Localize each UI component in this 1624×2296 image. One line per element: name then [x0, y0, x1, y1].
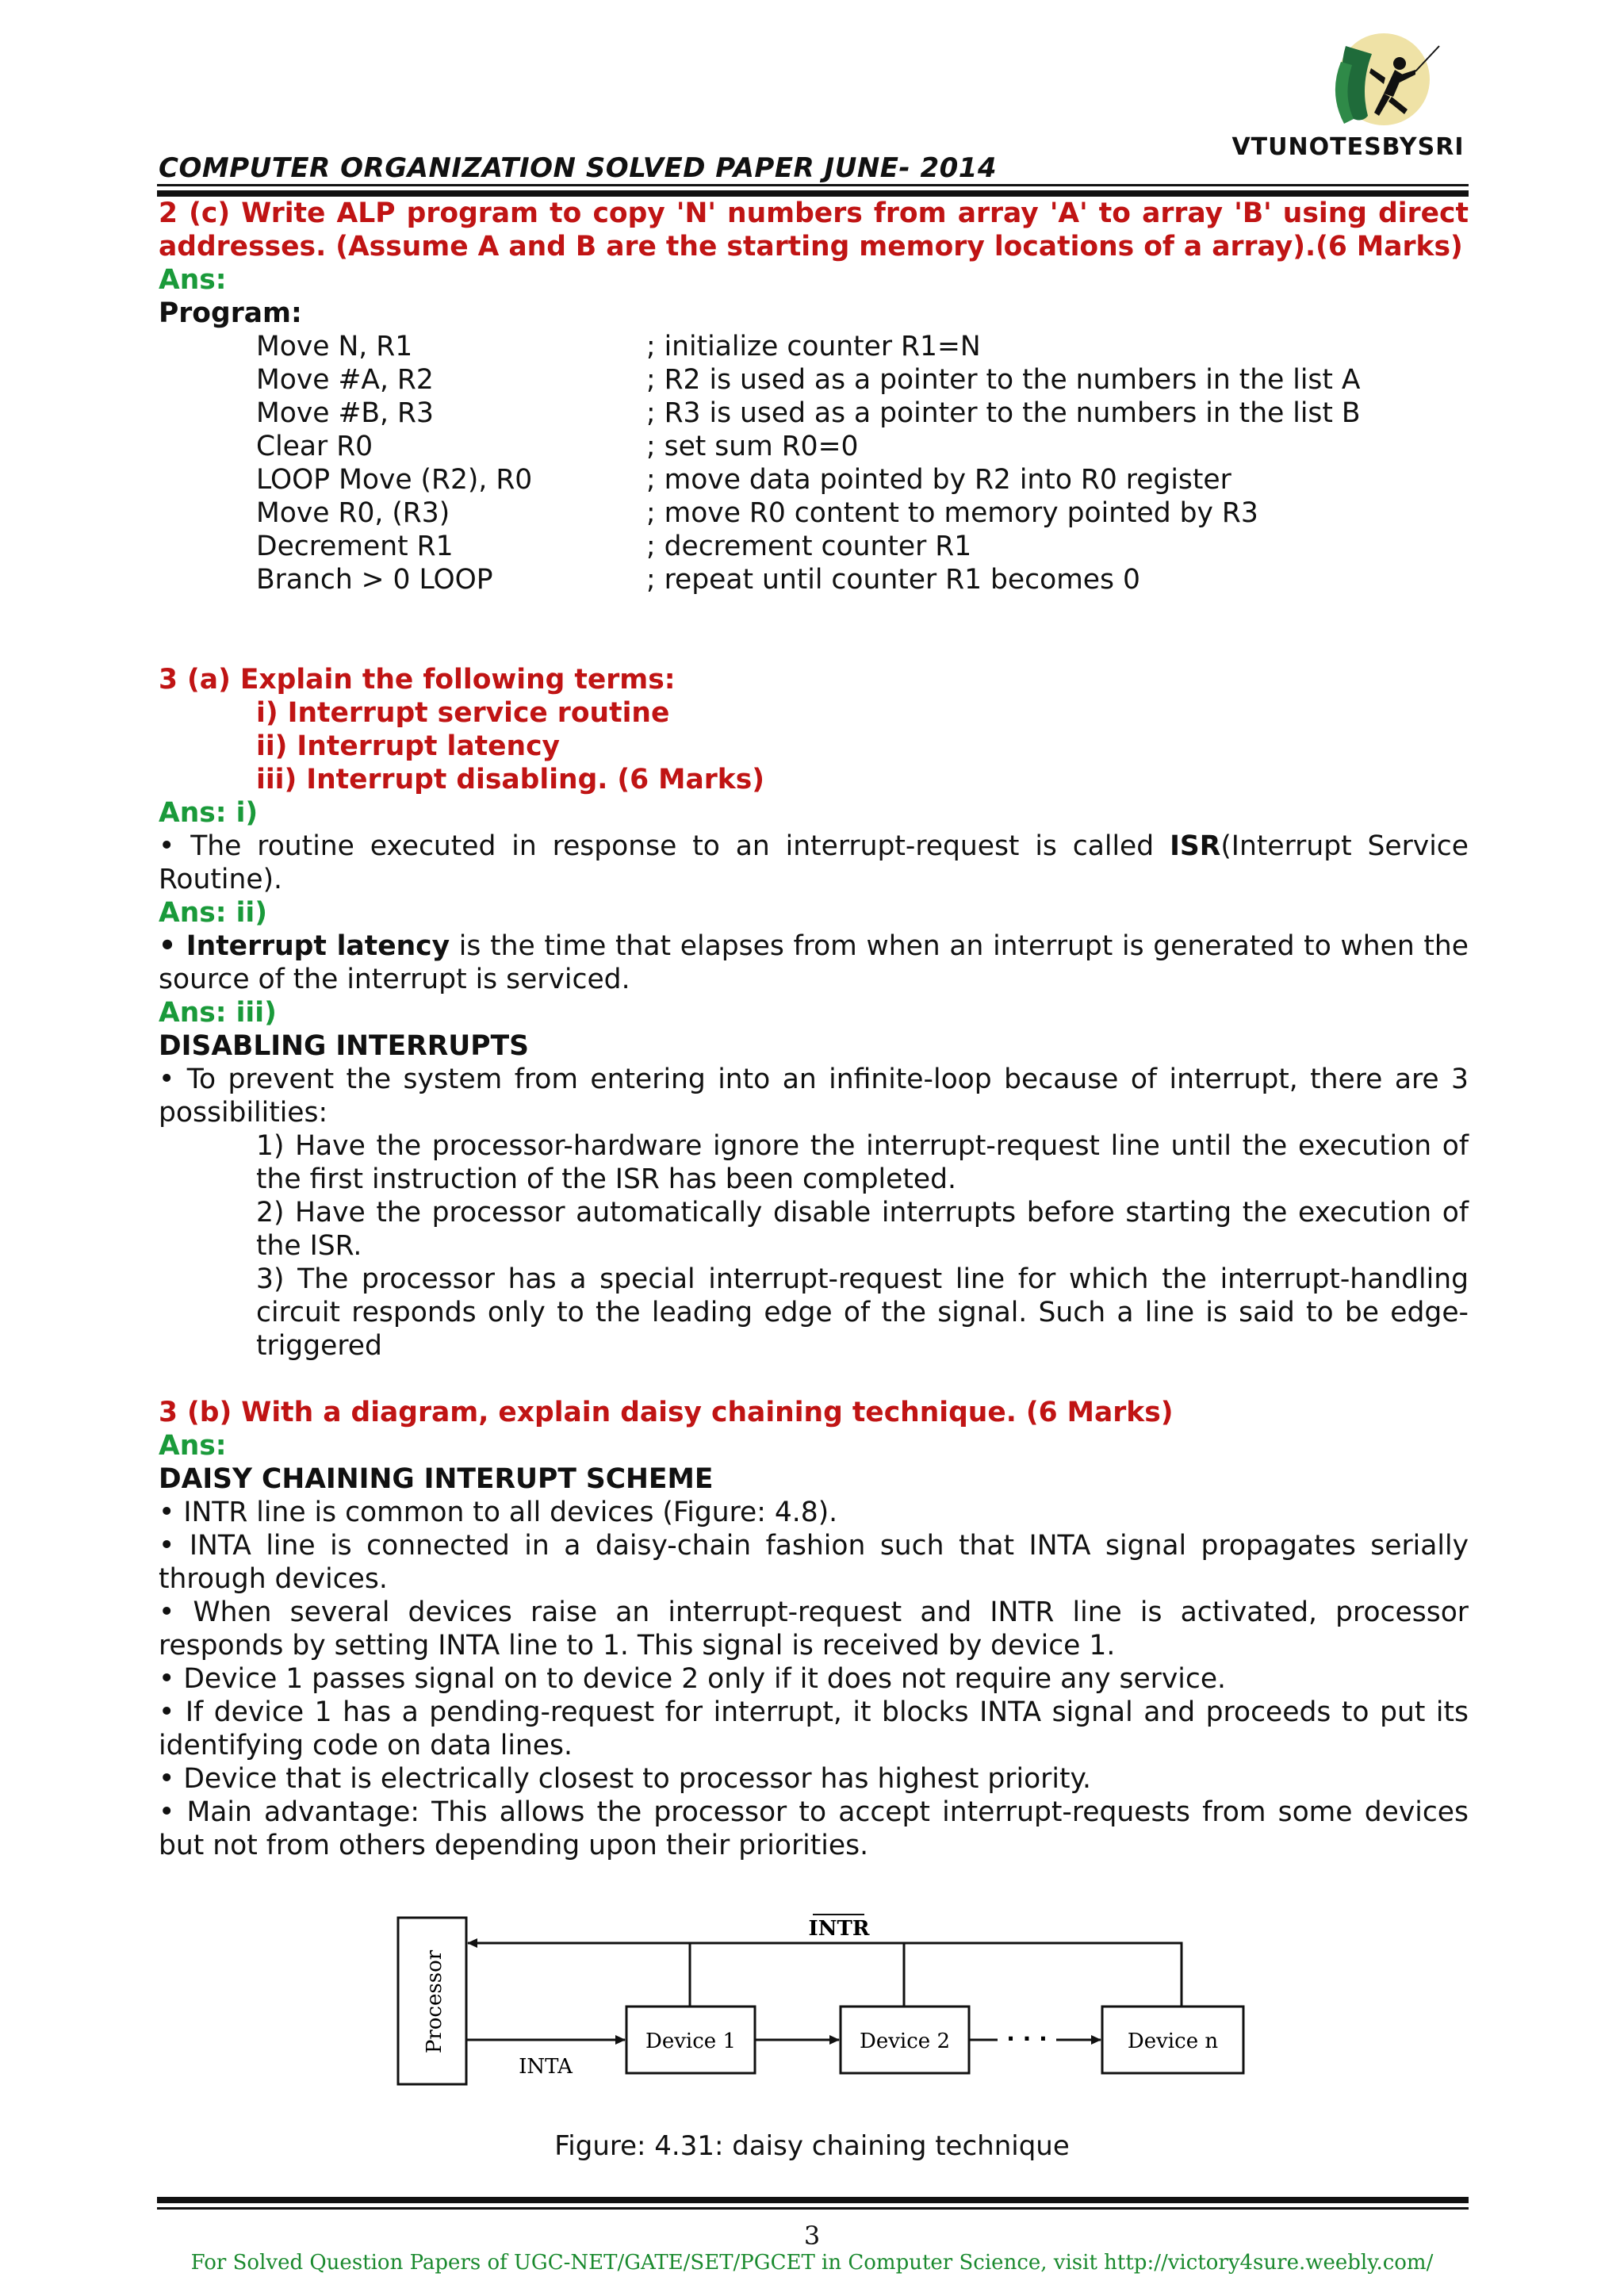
- code-line: [159, 363, 1469, 397]
- code-comment: ; R3 is used as a pointer to the numbers in the list B: [646, 397, 1361, 429]
- code-line: [159, 397, 1469, 430]
- code-instruction: Branch > 0 LOOP: [256, 564, 493, 596]
- disabling-point: 1) Have the processor-hardware ignore the interrupt-request line until the execution of the first instruction of the ISR has been completed.: [256, 1130, 1469, 1195]
- header-rule-thick: [157, 190, 1469, 197]
- code-comment: ; move R0 content to memory pointed by R3: [646, 497, 1258, 529]
- code-instruction: Move N, R1: [256, 331, 413, 362]
- code-comment: ; set sum R0=0: [646, 431, 859, 462]
- program-label: Program:: [159, 297, 302, 329]
- footer-text: For Solved Question Papers of UGC-NET/GATE/SET/PGCET in Computer Science, visit http://victory4sure.weebly.com/: [190, 2251, 1434, 2275]
- code-listing: [159, 330, 1469, 596]
- figure-caption: Figure: 4.31: daisy chaining technique: [554, 2130, 1070, 2162]
- disabling-point: 3) The processor has a special interrupt-request line for which the interrupt-handling circuit responds only to the leading edge of the signal. Such a line is said to be edge-triggered: [256, 1263, 1469, 1362]
- disabling-interrupts-heading: DISABLING INTERRUPTS: [159, 1030, 529, 1062]
- daisy-bullet: • Main advantage: This allows the processor to accept interrupt-requests from some devices but not from others depending upon their priorities.: [159, 1796, 1469, 1861]
- code-instruction: Move #A, R2: [256, 364, 434, 396]
- answer-i-pre: • The routine executed in response to an interrupt-request is called: [159, 830, 1170, 862]
- daisy-bullet: • Device that is electrically closest to processor has highest priority.: [159, 1763, 1091, 1795]
- question-2c: 2 (c) Write ALP program to copy 'N' numbers from array 'A' to array 'B' using direct addresses. (Assume A and B are the starting memory locations of a array).(6 Marks): [159, 197, 1469, 263]
- daisy-chain-heading: DAISY CHAINING INTERUPT SCHEME: [159, 1463, 714, 1495]
- document-header-title: COMPUTER ORGANIZATION SOLVED PAPER JUNE- 2014: [159, 152, 998, 184]
- answer-label-iii: Ans: iii): [159, 997, 277, 1029]
- answer-label-ii: Ans: ii): [159, 897, 268, 929]
- intr-line: [468, 1943, 1182, 2007]
- processor-label: Processor: [423, 1949, 446, 2054]
- code-line: [159, 430, 1469, 463]
- device-1-label: Device 1: [645, 2030, 736, 2053]
- code-line: [159, 496, 1469, 530]
- document-body: [159, 197, 1469, 1862]
- question-3a: 3 (a) Explain the following terms:: [159, 664, 676, 696]
- question-3a-sub2: ii) Interrupt latency: [256, 730, 561, 762]
- device-n-label: Device n: [1127, 2030, 1219, 2053]
- answer-label-3b: Ans:: [159, 1430, 227, 1462]
- chain-ellipsis: · · ·: [1006, 2026, 1048, 2052]
- footer-rule-thick: [157, 2197, 1469, 2203]
- code-comment: ; repeat until counter R1 becomes 0: [646, 564, 1140, 596]
- disabling-intro: • To prevent the system from entering into an infinite-loop because of interrupt, there are 3 possibilities:: [159, 1064, 1469, 1129]
- header-rule: [157, 184, 1469, 186]
- code-instruction: Move #B, R3: [256, 397, 434, 429]
- code-line: [159, 530, 1469, 563]
- daisy-bullet: • INTA line is connected in a daisy-chain fashion such that INTA signal propagates serially through devices.: [159, 1530, 1469, 1595]
- disabling-point: 2) Have the processor automatically disable interrupts before starting the execution of the ISR.: [256, 1197, 1469, 1262]
- device-2-label: Device 2: [860, 2030, 950, 2053]
- question-3a-sub3: iii) Interrupt disabling. (6 Marks): [256, 764, 765, 795]
- code-instruction: Move R0, (R3): [256, 497, 450, 529]
- page-number: 3: [803, 2221, 821, 2251]
- answer-ii-text: [159, 930, 1469, 996]
- code-instruction: Clear R0: [256, 431, 373, 462]
- code-line: [159, 330, 1469, 363]
- answer-ii-term: • Interrupt latency: [159, 930, 450, 962]
- code-comment: ; R2 is used as a pointer to the numbers in the list A: [646, 364, 1361, 396]
- answer-i-post: (Interrupt Service Routine).: [159, 830, 1469, 895]
- question-3b: 3 (b) With a diagram, explain daisy chaining technique. (6 Marks): [159, 1397, 1174, 1428]
- code-line: [159, 463, 1469, 496]
- daisy-bullet: • INTR line is common to all devices (Figure: 4.8).: [159, 1497, 838, 1528]
- daisy-bullet: • When several devices raise an interrupt-request and INTR line is activated, processor responds by setting INTA line to 1. This signal is received by device 1.: [159, 1596, 1469, 1662]
- code-comment: ; initialize counter R1=N: [646, 331, 981, 362]
- inta-label: INTA: [519, 2055, 573, 2079]
- code-line: [159, 563, 1469, 596]
- code-comment: ; move data pointed by R2 into R0 register: [646, 464, 1231, 496]
- answer-label: Ans:: [159, 264, 227, 296]
- intr-label: INTR: [808, 1917, 870, 1941]
- daisy-bullet: • Device 1 passes signal on to device 2 only if it does not require any service.: [159, 1663, 1227, 1695]
- code-instruction: LOOP Move (R2), R0: [256, 464, 533, 496]
- answer-label-i: Ans: i): [159, 797, 259, 829]
- daisy-chain-diagram: [389, 1903, 1261, 2094]
- answer-ii-definition: is the time that elapses from when an interrupt is generated to when the source of the interrupt is serviced.: [159, 930, 1469, 995]
- footer-rule: [157, 2207, 1469, 2210]
- answer-i-isr: ISR: [1170, 830, 1221, 862]
- answer-i-text: [159, 830, 1469, 896]
- question-3a-sub1: i) Interrupt service routine: [256, 697, 670, 729]
- code-instruction: Decrement R1: [256, 531, 454, 562]
- brand-name: VTUNOTESBYSRI: [1231, 133, 1465, 161]
- code-comment: ; decrement counter R1: [646, 531, 972, 562]
- daisy-bullet: • If device 1 has a pending-request for interrupt, it blocks INTA signal and proceeds to put its identifying code on data lines.: [159, 1696, 1469, 1761]
